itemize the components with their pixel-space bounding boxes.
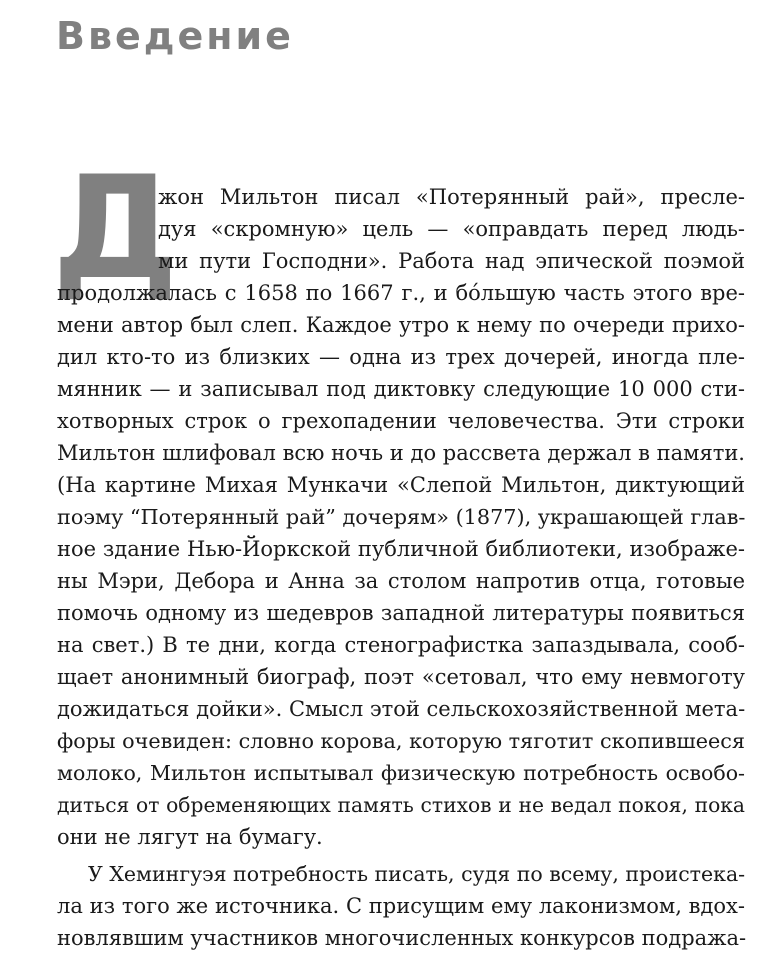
chapter-title: Введение [56, 14, 294, 58]
text-line: продолжалась с 1658 по 1667 г., и бóльшую часть этого вре- [57, 281, 745, 305]
text-line: жон Мильтон писал «Потерянный рай», пресле- [158, 185, 745, 209]
text-line: ное здание Нью-Йоркской публичной библиотеки, изображе- [57, 537, 745, 561]
text-line: ла из того же источника. С присущим ему лаконизмом, вдох- [57, 894, 745, 918]
text-line: поэму “Потерянный рай” дочерям» (1877), украшающей глав- [57, 505, 746, 529]
text-line: Мильтон шлифовал всю ночь и до рассвета держал в памяти. [57, 441, 745, 465]
text-line: новлявшим участников многочисленных конкурсов подража- [57, 926, 747, 950]
text-line: диться от обременяющих память стихов и не ведал покоя, пока [57, 793, 745, 817]
text-line: мянник — и записывал под диктовку следующие 10 000 сти- [57, 377, 745, 401]
text-line: ми пути Господни». Работа над эпической поэмой [158, 249, 745, 273]
text-line: дожидаться дойки». Смысл этой сельскохозяйственной мета- [57, 697, 746, 721]
text-line: они не лягут на бумагу. [57, 825, 323, 849]
text-line: дуя «скромную» цель — «оправдать перед людь- [158, 217, 745, 241]
text-line: ны Мэри, Дебора и Анна за столом напротив отца, готовые [57, 569, 745, 593]
text-line: дил кто-то из близких — одна из трех дочерей, иногда пле- [57, 345, 745, 369]
text-line: (На картине Михая Мункачи «Слепой Мильтон, диктующий [57, 473, 745, 497]
text-line: хотворных строк о грехопадении человечества. Эти строки [57, 409, 745, 433]
text-line: щает анонимный биограф, поэт «сетовал, что ему невмоготу [57, 665, 745, 689]
text-line: У Хемингуэя потребность писать, судя по всему, проистека- [88, 862, 746, 886]
text-line: мени автор был слеп. Каждое утро к нему по очереди прихо- [57, 313, 745, 337]
drop-cap-letter: Д [52, 146, 179, 311]
text-line: на свет.) В те дни, когда стенографистка запаздывала, сооб- [57, 633, 745, 657]
text-line: форы очевиден: словно корова, которую тяготит скопившееся [57, 729, 745, 753]
text-line: молоко, Мильтон испытывал физическую потребность освобо- [57, 761, 745, 785]
text-line: помочь одному из шедевров западной литературы появиться [57, 601, 745, 625]
